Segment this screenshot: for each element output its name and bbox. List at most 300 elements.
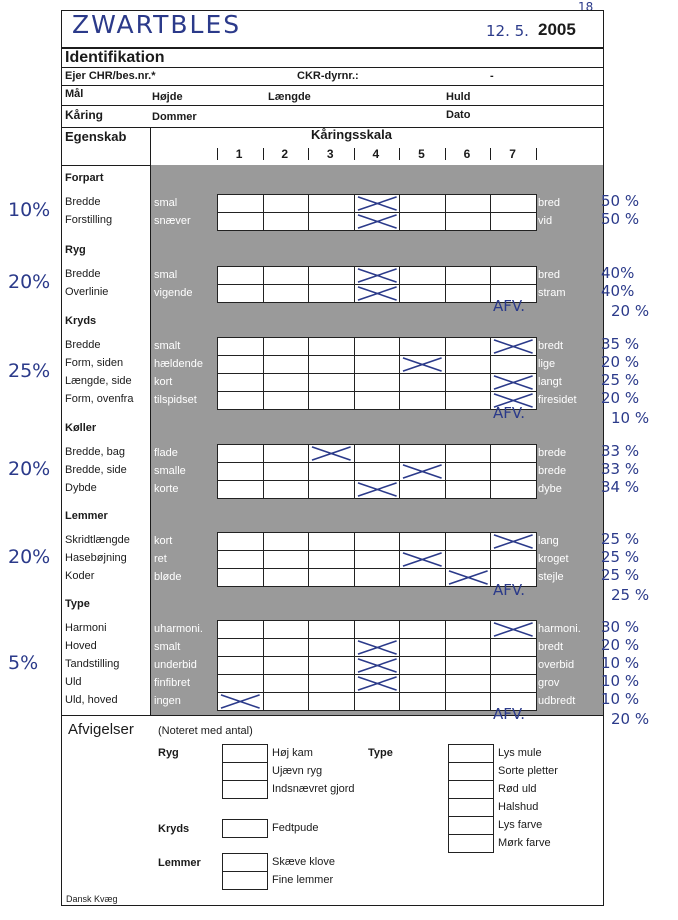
score-cell xyxy=(355,551,401,569)
score-cell xyxy=(446,551,492,569)
score-row xyxy=(218,551,537,569)
row-percentage: 50 % xyxy=(601,210,640,228)
deviation-label: Lys mule xyxy=(498,747,542,759)
trait-left-label: kort xyxy=(154,535,173,547)
score-cell xyxy=(446,285,492,303)
score-cell xyxy=(309,267,355,285)
score-cell xyxy=(218,463,264,481)
score-cell xyxy=(264,621,310,639)
afv-lemmer-label: Lemmer xyxy=(158,857,201,869)
score-cell xyxy=(400,551,446,569)
score-row xyxy=(218,463,537,481)
score-cell xyxy=(355,481,401,499)
section-weight: 10% xyxy=(8,199,51,221)
trait-left-label: smal xyxy=(154,197,178,209)
kaaring-form xyxy=(61,10,604,906)
score-cell xyxy=(355,675,401,693)
deviation-box xyxy=(448,744,494,763)
score-row xyxy=(218,213,537,231)
trait-left-label: bløde xyxy=(154,571,182,583)
trait-left-label: uharmoni. xyxy=(154,623,203,635)
score-cell xyxy=(264,285,310,303)
score-cell xyxy=(355,374,401,392)
score-cell xyxy=(400,285,446,303)
score-row xyxy=(218,675,537,693)
trait-right-label: stram xyxy=(538,287,566,299)
row-percentage: 20 % xyxy=(601,636,640,654)
score-row xyxy=(218,356,537,374)
score-cell xyxy=(491,675,537,693)
trait-left-label: smalle xyxy=(154,465,186,477)
score-cell xyxy=(446,267,492,285)
section-weight: 20% xyxy=(8,458,51,480)
score-x-mark xyxy=(400,551,445,568)
deviation-box xyxy=(222,853,268,872)
score-cell xyxy=(309,338,355,356)
score-cell xyxy=(309,693,355,711)
dommer-label: Dommer xyxy=(152,111,197,123)
trait-name: Form, siden xyxy=(65,357,124,369)
score-cell xyxy=(309,481,355,499)
afvigelser-title: Afvigelser xyxy=(68,721,134,738)
score-x-mark xyxy=(355,213,400,230)
deviation-label: Lys farve xyxy=(498,819,543,831)
trait-right-label: bred xyxy=(538,197,561,209)
score-cell xyxy=(309,639,355,657)
scale-tick xyxy=(263,148,264,160)
score-x-mark xyxy=(355,195,400,212)
score-cell xyxy=(309,213,355,231)
score-row xyxy=(218,639,537,657)
score-cell xyxy=(446,356,492,374)
row-percentage: 34 % xyxy=(601,478,640,496)
section-title: Køller xyxy=(65,422,97,434)
score-cell xyxy=(491,445,537,463)
kaaring-label: Kåring xyxy=(65,108,104,122)
score-cell xyxy=(400,569,446,587)
score-cell xyxy=(491,213,537,231)
score-cell xyxy=(264,675,310,693)
deviation-box xyxy=(222,762,268,781)
section-weight: 20% xyxy=(8,546,51,568)
deviation-box xyxy=(222,744,268,763)
score-cell xyxy=(218,569,264,587)
score-grid xyxy=(217,337,537,410)
scale-tick xyxy=(217,148,218,160)
trait-name: Bredde xyxy=(65,268,101,280)
afv-percentage: 20 % xyxy=(611,710,650,728)
trait-left-label: smalt xyxy=(154,340,181,352)
scale-tick xyxy=(490,148,491,160)
trait-name: Længde, side xyxy=(65,375,132,387)
row-percentage: 25 % xyxy=(601,566,640,584)
score-cell xyxy=(218,195,264,213)
owner-label: Ejer CHR/bes.nr.* xyxy=(65,70,156,82)
score-cell xyxy=(400,463,446,481)
row-percentage: 10 % xyxy=(601,690,640,708)
score-cell xyxy=(218,356,264,374)
row-percentage: 40% xyxy=(601,264,635,282)
score-x-mark xyxy=(355,267,400,284)
score-cell xyxy=(264,693,310,711)
score-cell xyxy=(400,481,446,499)
score-cell xyxy=(355,356,401,374)
score-cell xyxy=(446,533,492,551)
score-cell xyxy=(218,267,264,285)
score-cell xyxy=(218,551,264,569)
trait-name: Forstilling xyxy=(65,214,113,226)
score-grid xyxy=(217,532,537,587)
trait-right-label: firesidet xyxy=(538,394,577,406)
score-cell xyxy=(446,392,492,410)
score-cell xyxy=(264,657,310,675)
score-cell xyxy=(264,639,310,657)
afv-note: AFV. xyxy=(493,297,525,315)
deviation-label: Rød uld xyxy=(498,783,537,795)
row-percentage: 20 % xyxy=(601,389,640,407)
trait-left-label: korte xyxy=(154,483,179,495)
trait-name: Bredde, side xyxy=(65,464,127,476)
score-cell xyxy=(218,533,264,551)
score-cell xyxy=(218,657,264,675)
scale-number: 3 xyxy=(326,147,334,161)
trait-name: Uld, hoved xyxy=(65,694,118,706)
score-cell xyxy=(309,356,355,374)
score-cell xyxy=(309,621,355,639)
trait-right-label: dybe xyxy=(538,483,562,495)
score-cell xyxy=(309,463,355,481)
score-row xyxy=(218,374,537,392)
score-cell xyxy=(264,392,310,410)
row-percentage: 25 % xyxy=(601,548,640,566)
score-cell xyxy=(309,551,355,569)
trait-left-label: ingen xyxy=(154,695,181,707)
score-cell xyxy=(355,285,401,303)
score-grid xyxy=(217,266,537,303)
section-weight: 25% xyxy=(8,360,51,382)
scale-title: Kåringsskala xyxy=(311,127,392,142)
deviation-label: Mørk farve xyxy=(498,837,551,849)
trait-left-label: underbid xyxy=(154,659,197,671)
trait-right-label: bredt xyxy=(538,340,564,352)
date-year: 2005 xyxy=(538,20,576,39)
score-cell xyxy=(264,463,310,481)
score-cell xyxy=(218,675,264,693)
score-x-mark xyxy=(491,621,536,638)
date-day-month: 12. 5. xyxy=(486,22,529,40)
trait-name: Hoved xyxy=(65,640,97,652)
trait-name: Skridtlængde xyxy=(65,534,130,546)
score-cell xyxy=(446,445,492,463)
trait-name: Overlinie xyxy=(65,286,109,298)
afv-percentage: 25 % xyxy=(611,586,650,604)
trait-name: Uld xyxy=(65,676,82,688)
afv-ryg-label: Ryg xyxy=(158,747,179,759)
score-cell xyxy=(400,693,446,711)
row-percentage: 10 % xyxy=(601,654,640,672)
trait-name: Tandstilling xyxy=(65,658,120,670)
afvigelser-note: (Noteret med antal) xyxy=(158,725,253,737)
score-cell xyxy=(446,657,492,675)
scale-number: 7 xyxy=(509,147,516,161)
score-cell xyxy=(446,621,492,639)
scale-tick xyxy=(308,148,309,160)
trait-left-label: smalt xyxy=(154,641,181,653)
score-x-mark xyxy=(218,693,263,710)
score-cell xyxy=(355,213,401,231)
row-percentage: 33 % xyxy=(601,460,640,478)
row-percentage: 50 % xyxy=(601,192,640,210)
score-cell xyxy=(309,285,355,303)
deviation-box xyxy=(448,834,494,853)
trait-name: Hasebøjning xyxy=(65,552,127,564)
section-title: Lemmer xyxy=(65,510,108,522)
score-x-mark xyxy=(355,675,400,692)
score-cell xyxy=(309,392,355,410)
score-cell xyxy=(218,621,264,639)
afv-note: AFV. xyxy=(493,705,525,723)
score-cell xyxy=(400,195,446,213)
deviation-label: Halshud xyxy=(498,801,539,813)
score-cell xyxy=(264,213,310,231)
score-cell xyxy=(491,551,537,569)
score-row xyxy=(218,392,537,410)
score-cell xyxy=(264,374,310,392)
score-cell xyxy=(218,285,264,303)
row-percentage: 25 % xyxy=(601,530,640,548)
huld-label: Huld xyxy=(446,91,471,103)
score-cell xyxy=(355,392,401,410)
score-cell xyxy=(355,621,401,639)
trait-right-label: langt xyxy=(538,376,562,388)
score-cell xyxy=(218,693,264,711)
scale-number: 6 xyxy=(463,147,471,161)
score-row xyxy=(218,621,537,639)
score-row xyxy=(218,338,537,356)
score-cell xyxy=(218,374,264,392)
score-cell xyxy=(355,639,401,657)
deviation-label: Fedtpude xyxy=(272,822,319,834)
score-cell xyxy=(264,195,310,213)
score-cell xyxy=(491,267,537,285)
row-percentage: 20 % xyxy=(601,353,640,371)
trait-right-label: stejle xyxy=(538,571,564,583)
score-cell xyxy=(400,392,446,410)
deviation-label: Fine lemmer xyxy=(272,874,334,886)
deviation-box xyxy=(448,762,494,781)
score-cell xyxy=(400,267,446,285)
trait-name: Dybde xyxy=(65,482,97,494)
trait-name: Harmoni xyxy=(65,622,107,634)
score-cell xyxy=(446,675,492,693)
score-row xyxy=(218,657,537,675)
score-cell xyxy=(264,533,310,551)
score-grid xyxy=(217,194,537,231)
trait-right-label: brede xyxy=(538,447,567,459)
score-cell xyxy=(446,338,492,356)
score-cell xyxy=(218,445,264,463)
score-cell xyxy=(446,213,492,231)
score-cell xyxy=(355,338,401,356)
score-cell xyxy=(400,657,446,675)
score-cell xyxy=(355,445,401,463)
trait-right-label: udbredt xyxy=(538,695,576,707)
afv-percentage: 20 % xyxy=(611,302,650,320)
score-cell xyxy=(491,338,537,356)
score-cell xyxy=(446,693,492,711)
deviation-box xyxy=(222,819,268,838)
row-percentage: 40% xyxy=(601,282,635,300)
score-cell xyxy=(491,463,537,481)
scale-number: 4 xyxy=(372,147,380,161)
score-x-mark xyxy=(355,657,400,674)
score-row xyxy=(218,693,537,711)
ckr-dash: - xyxy=(490,70,494,82)
score-row xyxy=(218,481,537,499)
row-percentage: 25 % xyxy=(601,371,640,389)
footer-label: Dansk Kvæg xyxy=(66,894,118,904)
scale-number: 2 xyxy=(281,147,289,161)
deviation-label: Sorte pletter xyxy=(498,765,558,777)
score-cell xyxy=(400,338,446,356)
score-cell xyxy=(400,533,446,551)
afv-note: AFV. xyxy=(493,404,525,422)
scale-number: 1 xyxy=(235,147,243,161)
score-cell xyxy=(446,639,492,657)
afv-percentage: 10 % xyxy=(611,409,650,427)
trait-left-label: flade xyxy=(154,447,178,459)
score-cell xyxy=(309,445,355,463)
score-x-mark xyxy=(355,639,400,656)
score-cell xyxy=(491,657,537,675)
deviation-box xyxy=(448,780,494,799)
score-x-mark xyxy=(400,356,445,373)
scale-tick xyxy=(399,148,400,160)
afv-type-label: Type xyxy=(368,747,393,759)
score-cell xyxy=(309,675,355,693)
trait-right-label: vid xyxy=(538,215,553,227)
score-x-mark xyxy=(400,463,445,480)
score-cell xyxy=(355,267,401,285)
score-cell xyxy=(400,621,446,639)
score-row xyxy=(218,569,537,587)
score-cell xyxy=(264,551,310,569)
section-title: Ryg xyxy=(65,244,86,256)
ckr-label: CKR-dyrnr.: xyxy=(297,70,359,82)
score-cell xyxy=(309,569,355,587)
trait-right-label: lige xyxy=(538,358,556,370)
score-cell xyxy=(264,481,310,499)
score-cell xyxy=(491,533,537,551)
afv-kryds-label: Kryds xyxy=(158,823,190,835)
egenskab-label: Egenskab xyxy=(65,129,127,144)
trait-right-label: overbid xyxy=(538,659,575,671)
deviation-label: Ujævn ryg xyxy=(272,765,323,777)
score-cell xyxy=(355,657,401,675)
trait-right-label: brede xyxy=(538,465,567,477)
score-row xyxy=(218,267,537,285)
score-cell xyxy=(400,639,446,657)
score-cell xyxy=(309,657,355,675)
score-cell xyxy=(355,693,401,711)
deviation-label: Indsnævret gjord xyxy=(272,783,355,795)
score-row xyxy=(218,533,537,551)
trait-right-label: grov xyxy=(538,677,560,689)
score-row xyxy=(218,445,537,463)
deviation-box xyxy=(222,780,268,799)
trait-left-label: snæver xyxy=(154,215,191,227)
trait-left-label: hældende xyxy=(154,358,203,370)
deviation-box xyxy=(448,798,494,817)
trait-right-label: kroget xyxy=(538,553,569,565)
score-x-mark xyxy=(355,285,400,302)
score-grid xyxy=(217,444,537,499)
score-cell xyxy=(355,569,401,587)
deviation-label: Skæve klove xyxy=(272,856,335,868)
score-cell xyxy=(309,374,355,392)
row-percentage: 30 % xyxy=(601,618,640,636)
score-cell xyxy=(400,213,446,231)
scale-tick xyxy=(445,148,446,160)
trait-left-label: ret xyxy=(154,553,167,565)
score-cell xyxy=(491,356,537,374)
score-cell xyxy=(491,639,537,657)
trait-right-label: lang xyxy=(538,535,559,547)
scale-tick xyxy=(536,148,537,160)
section-title: Type xyxy=(65,598,90,610)
animal-name: ZWARTBLES xyxy=(72,10,242,39)
score-cell xyxy=(446,463,492,481)
score-cell xyxy=(218,213,264,231)
trait-name: Koder xyxy=(65,570,95,582)
score-cell xyxy=(218,481,264,499)
row-percentage: 33 % xyxy=(601,442,640,460)
score-cell xyxy=(400,374,446,392)
score-cell xyxy=(446,569,492,587)
score-cell xyxy=(446,195,492,213)
trait-right-label: bredt xyxy=(538,641,564,653)
maal-label: Mål xyxy=(65,88,84,100)
laengde-label: Længde xyxy=(268,91,311,103)
score-cell xyxy=(218,392,264,410)
trait-right-label: harmoni. xyxy=(538,623,581,635)
scale-tick xyxy=(354,148,355,160)
trait-name: Bredde xyxy=(65,339,101,351)
score-cell xyxy=(355,533,401,551)
score-x-mark xyxy=(446,569,491,586)
trait-name: Bredde xyxy=(65,196,101,208)
section-weight: 5% xyxy=(8,652,39,674)
score-cell xyxy=(218,639,264,657)
score-cell xyxy=(400,675,446,693)
score-x-mark xyxy=(491,374,536,391)
trait-left-label: smal xyxy=(154,269,178,281)
section-title: Forpart xyxy=(65,172,104,184)
score-cell xyxy=(309,195,355,213)
trait-name: Form, ovenfra xyxy=(65,393,134,405)
score-cell xyxy=(400,356,446,374)
score-x-mark xyxy=(355,481,400,498)
section-weight: 20% xyxy=(8,271,51,293)
score-row xyxy=(218,195,537,213)
afv-note: AFV. xyxy=(493,581,525,599)
hojde-label: Højde xyxy=(152,91,183,103)
row-percentage: 35 % xyxy=(601,335,640,353)
score-cell xyxy=(446,481,492,499)
score-grid xyxy=(217,620,537,711)
score-cell xyxy=(309,533,355,551)
date-year-correction: 18 xyxy=(578,0,594,14)
